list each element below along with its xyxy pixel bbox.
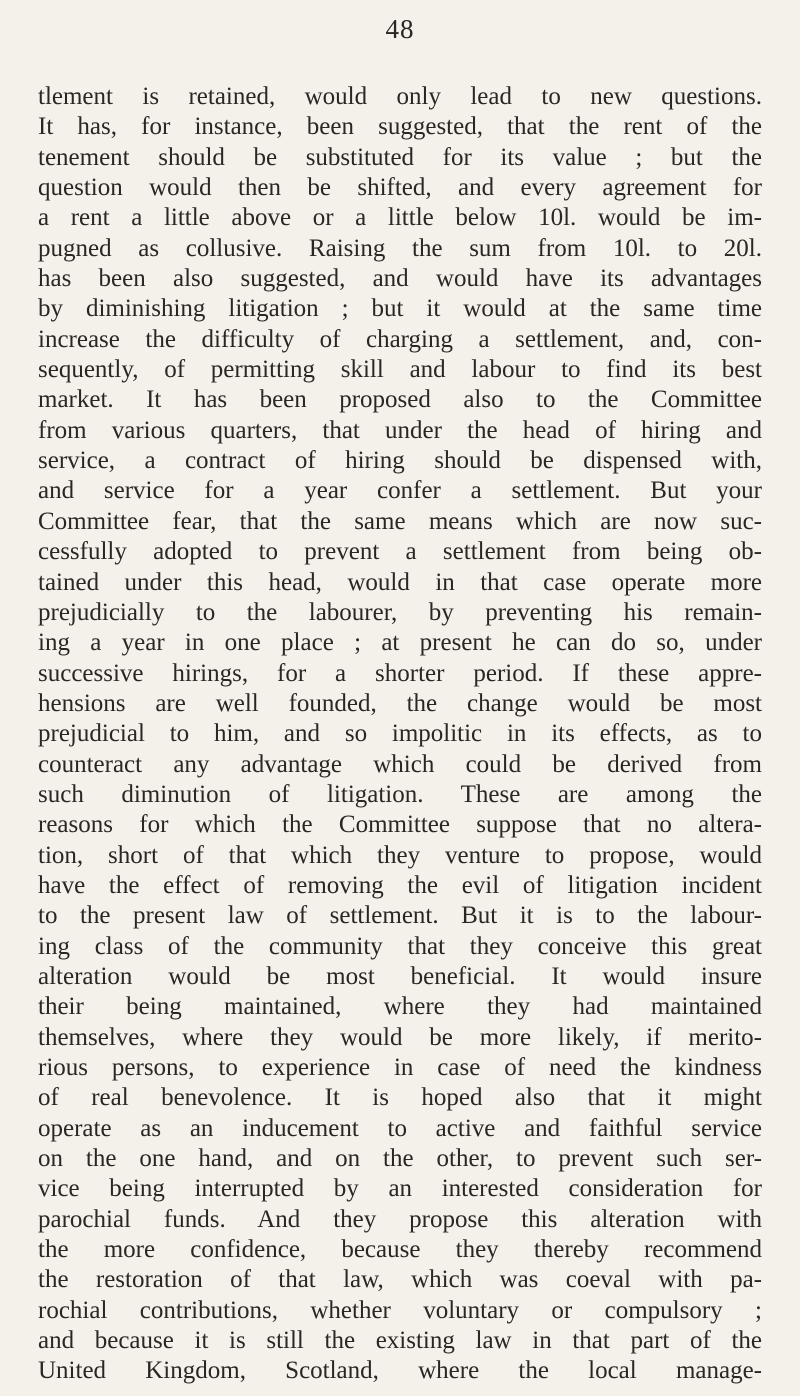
text-line: market. It has been proposed also to the Committee — [38, 386, 762, 414]
text-line: such diminution of litigation. These are among the — [38, 780, 762, 808]
text-line: question would then be shifted, and every agreement for — [38, 174, 762, 202]
text-line: alteration would be most beneficial. It would insure — [38, 962, 762, 990]
text-line: Committee fear, that the same means which are now suc- — [38, 507, 762, 535]
text-line: have the effect of removing the evil of litigation incident — [38, 871, 762, 899]
text-line: counteract any advantage which could be derived from — [38, 750, 762, 778]
text-line: reasons for which the Committee suppose that no altera- — [38, 811, 762, 839]
text-line: tenement should be substituted for its value ; but the — [38, 143, 762, 171]
text-line: United Kingdom, Scotland, where the local manage- — [38, 1357, 762, 1385]
text-line: the restoration of that law, which was coeval with pa- — [38, 1266, 762, 1294]
text-line: to the present law of settlement. But it is to the labour- — [38, 902, 762, 930]
text-line: themselves, where they would be more likely, if merito- — [38, 1023, 762, 1051]
text-line: their being maintained, where they had maintained — [38, 993, 762, 1021]
text-line: tion, short of that which they venture to propose, would — [38, 841, 762, 869]
text-line: service, a contract of hiring should be dispensed with, — [38, 447, 762, 475]
text-line: by diminishing litigation ; but it would at the same time — [38, 295, 762, 323]
text-line: vice being interrupted by an interested consideration for — [38, 1175, 762, 1203]
text-line: parochial funds. And they propose this alteration with — [38, 1205, 762, 1233]
text-line: successive hirings, for a shorter period. If these appre- — [38, 659, 762, 687]
text-line: on the one hand, and on the other, to prevent such ser- — [38, 1145, 762, 1173]
text-line: and because it is still the existing law in that part of the — [38, 1327, 762, 1355]
text-line: a rent a little above or a little below 10l. would be im- — [38, 204, 762, 232]
text-line: rochial contributions, whether voluntary or compulsory ; — [38, 1296, 762, 1324]
text-line: It has, for instance, been suggested, that the rent of the — [38, 113, 762, 141]
text-line: prejudicial to him, and so impolitic in its effects, as to — [38, 720, 762, 748]
text-line: hensions are well founded, the change would be most — [38, 689, 762, 717]
text-line: and service for a year confer a settlement. But your — [38, 477, 762, 505]
text-line: rious persons, to experience in case of need the kindness — [38, 1054, 762, 1081]
text-line: pugned as collusive. Raising the sum from 10l. to 20l. — [38, 234, 762, 262]
text-line: cessfully adopted to prevent a settlement from being ob- — [38, 538, 762, 566]
text-line: operate as an inducement to active and faithful service — [38, 1114, 762, 1142]
text-line: the more confidence, because they thereby recommend — [38, 1236, 762, 1264]
text-line: ing class of the community that they conceive this great — [38, 932, 762, 960]
text-line: from various quarters, that under the head of hiring and — [38, 416, 762, 444]
text-line: increase the difficulty of charging a settlement, and, con- — [38, 325, 762, 353]
text-line: sequently, of permitting skill and labour to find its best — [38, 356, 762, 384]
text-line: tlement is retained, would only lead to new questions. — [38, 83, 762, 110]
text-line: ing a year in one place ; at present he can do so, under — [38, 629, 762, 657]
text-line: prejudicially to the labourer, by preventing his remain- — [38, 598, 762, 626]
text-line: tained under this head, would in that case operate more — [38, 568, 762, 596]
text-line: has been also suggested, and would have its advantages — [38, 265, 762, 293]
page-number: 48 — [385, 14, 415, 44]
body-text — [38, 82, 762, 1387]
text-line: of real benevolence. It is hoped also that it might — [38, 1084, 762, 1112]
